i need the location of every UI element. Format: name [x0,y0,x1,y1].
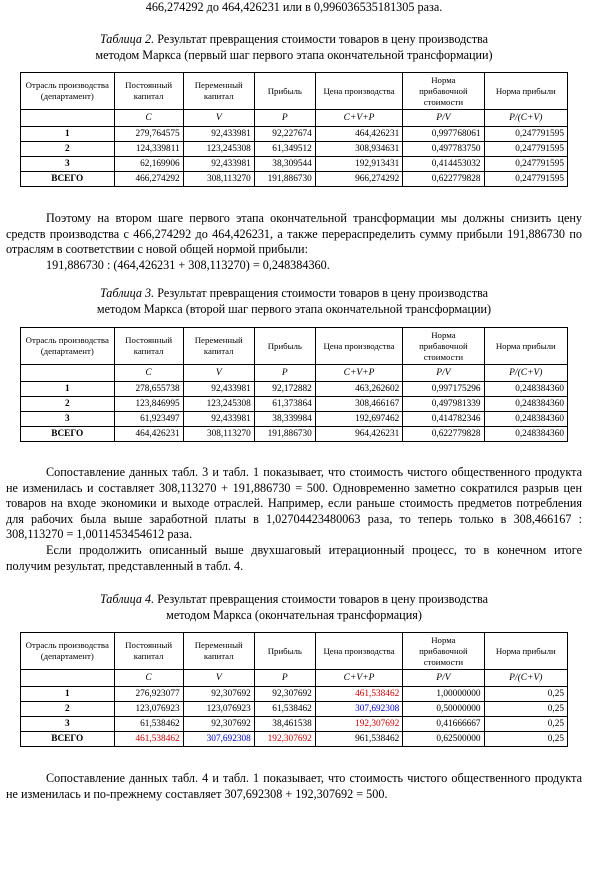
table-cell: 38,461538 [254,717,315,732]
table-cell: 92,307692 [183,687,254,702]
header-department: Отрасль производства (департамент) [21,73,115,110]
table-cell: 38,309544 [254,157,315,172]
symbol-cell: P/V [403,670,484,687]
table-cell: 61,538462 [114,717,183,732]
table4-caption [6,592,582,623]
row-label: 1 [21,382,115,397]
table-cell: 191,886730 [254,427,315,442]
table-cell: 279,764575 [114,127,183,142]
symbol-cell: P/V [403,110,484,127]
header-profit-rate: Норма прибыли [484,633,567,670]
table-cell-highlight-red: 461,538462 [114,732,183,747]
header-department: Отрасль производства (департамент) [21,328,115,365]
row-label: 3 [21,157,115,172]
table-cell: 61,349512 [254,142,315,157]
header-constant-capital: Постоянный капитал [114,633,183,670]
table-cell: 464,426231 [315,127,402,142]
table2-caption-text: Результат превращения стоимости товаров в цену производства [154,32,489,46]
table-cell: 0,25 [484,702,567,717]
symbol-cell: V [183,110,254,127]
table-cell: 0,622779828 [403,172,484,187]
table-cell-highlight-red: 192,307692 [254,732,315,747]
table-cell: 0,248384360 [484,382,567,397]
header-surplus-rate: Норма прибавочной стоимости [403,633,484,670]
header-production-price: Цена производства [315,633,402,670]
table-cell: 92,433981 [183,157,254,172]
table-row [21,702,568,717]
header-profit: Прибыль [254,633,315,670]
header-profit-rate: Норма прибыли [484,73,567,110]
symbol-cell: P [254,670,315,687]
table-cell: 38,339984 [254,412,315,427]
header-surplus-rate: Норма прибавочной стоимости [403,73,484,110]
header-profit-rate: Норма прибыли [484,328,567,365]
table-cell-highlight-red: 192,307692 [315,717,402,732]
table-cell: 0,25 [484,717,567,732]
top-line: 466,274292 до 464,426231 или в 0,996036535181305 раза. [145,0,443,14]
table-cell: 123,846995 [114,397,183,412]
table-cell: 0,41666667 [403,717,484,732]
symbol-cell: P/(C+V) [484,670,567,687]
formula-1: 191,886730 : (464,426231 + 308,113270) = 0,248384360. [46,258,330,272]
table-cell: 0,247791595 [484,157,567,172]
header-variable-capital: Переменный капитал [183,633,254,670]
header-variable-capital: Переменный капитал [183,73,254,110]
table-cell: 0,248384360 [484,397,567,412]
table3-caption-text: Результат превращения стоимости товаров в цену производства [154,286,489,300]
table-cell: 0,25 [484,687,567,702]
table-row [21,397,568,412]
header-profit: Прибыль [254,328,315,365]
table-cell: 92,307692 [183,717,254,732]
table3 [20,327,568,442]
header-constant-capital: Постоянный капитал [114,328,183,365]
symbol-cell: C+V+P [315,365,402,382]
table-cell: 192,697462 [315,412,402,427]
table-row [21,157,568,172]
table-cell: 464,426231 [114,427,183,442]
header-production-price: Цена производства [315,73,402,110]
row-label: 2 [21,142,115,157]
table-cell: 0,622779828 [403,427,484,442]
table-row [21,687,568,702]
table2 [20,72,568,187]
table3-caption-line2: методом Маркса (второй шаг первого этапа окончательной трансформации) [96,301,492,316]
table-cell: 466,274292 [114,172,183,187]
table4-caption-label: Таблица 4. [99,592,155,606]
table-cell: 123,245308 [183,142,254,157]
table-cell: 191,886730 [254,172,315,187]
table-cell: 61,373864 [254,397,315,412]
table-cell: 123,245308 [183,397,254,412]
table-row [21,127,568,142]
table-cell: 0,248384360 [484,412,567,427]
symbol-cell [21,110,115,127]
symbol-cell: V [183,670,254,687]
table-row-total [21,732,568,747]
table-cell: 0,997175296 [403,382,484,397]
table-cell: 61,538462 [254,702,315,717]
paragraph-4: Сопоставление данных табл. 4 и табл. 1 показывает, что стоимость чистого общественного продукта не изменилась и по-прежнему составляет 307,692308 + 192,307692 = 500. [6,771,582,801]
row-label: 1 [21,127,115,142]
table-cell-highlight-blue: 307,692308 [183,732,254,747]
table-cell: 92,433981 [183,127,254,142]
table-cell: 92,172882 [254,382,315,397]
table-cell: 92,227674 [254,127,315,142]
table-cell: 61,923497 [114,412,183,427]
table2-caption-label: Таблица 2. [99,32,155,46]
table-row [21,382,568,397]
table-cell: 966,274292 [315,172,402,187]
row-label: ВСЕГО [21,172,115,187]
table-cell: 0,247791595 [484,127,567,142]
header-profit: Прибыль [254,73,315,110]
header-constant-capital: Постоянный капитал [114,73,183,110]
row-label: 3 [21,717,115,732]
table-cell: 0,414453032 [403,157,484,172]
row-label: 2 [21,702,115,717]
table-cell: 0,497783750 [403,142,484,157]
table-cell: 964,426231 [315,427,402,442]
table-row [21,717,568,732]
table4-caption-line2: методом Маркса (окончательная трансформация) [166,607,422,622]
symbol-cell [21,365,115,382]
table-cell: 92,433981 [183,382,254,397]
table-cell: 192,913431 [315,157,402,172]
header-production-price: Цена производства [315,328,402,365]
row-label: 1 [21,687,115,702]
table3-caption [6,286,582,317]
header-variable-capital: Переменный капитал [183,328,254,365]
symbol-cell: P/(C+V) [484,110,567,127]
symbol-cell: P/V [403,365,484,382]
paragraph-3: Если продолжить описанный выше двухшаговый итерационный процесс, то в конечном итоге получим результат, представленный в табл. 4. [6,543,582,573]
table-cell: 123,076923 [114,702,183,717]
row-label: 3 [21,412,115,427]
symbol-cell: C [114,365,183,382]
table-cell-highlight-blue: 307,692308 [315,702,402,717]
symbol-cell: C+V+P [315,670,402,687]
table-cell-highlight-red: 461,538462 [315,687,402,702]
symbol-cell: C+V+P [315,110,402,127]
table4-caption-text: Результат превращения стоимости товаров в цену производства [154,592,489,606]
table-cell: 276,923077 [114,687,183,702]
table-cell: 308,466167 [315,397,402,412]
table-cell: 308,934631 [315,142,402,157]
symbol-cell: C [114,110,183,127]
paragraph-1: Поэтому на втором шаге первого этапа окончательной трансформации мы должны снизить цену средств производства с 466,274292 до 464,426231, а также перераспределить сумму прибыли 191,886730 по отраслям в соответствии с новой общей нормой прибыли: [6,211,582,256]
header-surplus-rate: Норма прибавочной стоимости [403,328,484,365]
symbol-cell: P/(C+V) [484,365,567,382]
table-row [21,412,568,427]
table-cell: 308,113270 [183,172,254,187]
table-cell: 0,50000000 [403,702,484,717]
table-cell: 0,414782346 [403,412,484,427]
table-cell: 0,62500000 [403,732,484,747]
table-cell: 0,248384360 [484,427,567,442]
table-cell: 0,25 [484,732,567,747]
table-row-total [21,172,568,187]
table-cell: 0,247791595 [484,172,567,187]
table-cell: 463,262602 [315,382,402,397]
table3-caption-label: Таблица 3. [99,286,155,300]
table-cell: 123,076923 [183,702,254,717]
paragraph-2: Сопоставление данных табл. 3 и табл. 1 показывает, что стоимость чистого общественного продукта не изменилась и составляет 308,113270 + 191,886730 = 500. Одновременно заметно сократился разрыв цен товаров на входе экономики и выходе отраслей. Например, если раньше стоимость предметов потребления для рабочих была выше заработной платы в 1,02704423480063 раза, то теперь только в 308,466167 : 308,113270 = 1,0011453454612 раза. [6,465,582,541]
symbol-cell: C [114,670,183,687]
table-cell: 1,00000000 [403,687,484,702]
table-cell: 124,339811 [114,142,183,157]
symbol-cell: P [254,365,315,382]
table2-caption [6,32,582,63]
table-row [21,142,568,157]
symbol-cell [21,670,115,687]
row-label: ВСЕГО [21,427,115,442]
header-department: Отрасль производства (департамент) [21,633,115,670]
row-label: 2 [21,397,115,412]
symbol-cell: V [183,365,254,382]
table-cell: 0,997768061 [403,127,484,142]
table-cell: 92,433981 [183,412,254,427]
table-cell: 0,247791595 [484,142,567,157]
table4 [20,632,568,747]
row-label: ВСЕГО [21,732,115,747]
table2-caption-line2: методом Маркса (первый шаг первого этапа окончательной трансформации) [95,47,493,62]
table-row-total [21,427,568,442]
table-cell: 278,655738 [114,382,183,397]
table-cell: 92,307692 [254,687,315,702]
table-cell: 961,538462 [315,732,402,747]
table-cell: 308,113270 [183,427,254,442]
table-cell: 0,497981339 [403,397,484,412]
table-cell: 62,169906 [114,157,183,172]
symbol-cell: P [254,110,315,127]
